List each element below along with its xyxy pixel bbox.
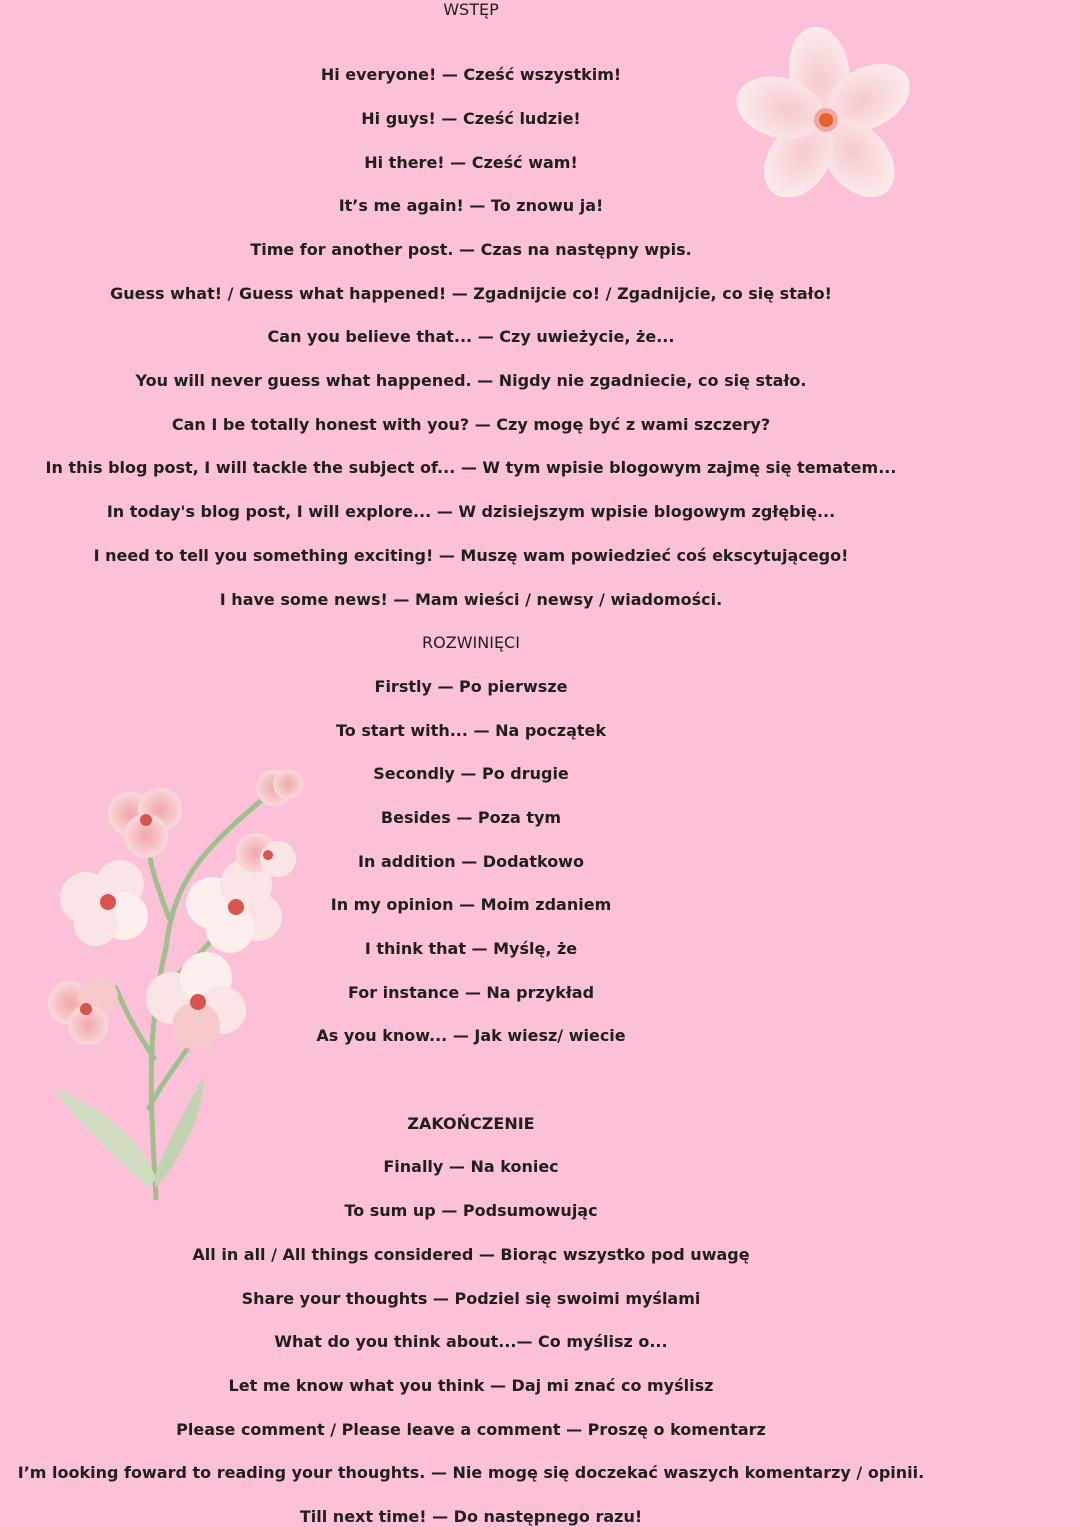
phrase-line: In today's blog post, I will explore... — W dzisiejszym wpisie blogowym zgłębię... [106,502,836,521]
phrase-line: Can you believe that... — Czy uwieżycie, że... [267,327,675,346]
phrase-line: In this blog post, I will tackle the subject of... — W tym wpisie blogowym zajmę się tematem... [45,458,897,477]
phrase-line: You will never guess what happened. — Nigdy nie zgadniecie, co się stało. [135,371,807,390]
phrase-line: Finally — Na koniec [383,1157,559,1176]
phrase-line: Firstly — Po pierwsze [374,677,568,696]
phrase-line: I have some news! — Mam wieści / newsy / wiadomości. [219,590,723,609]
phrase-line: All in all / All things considered — Biorąc wszystko pod uwagę [192,1245,750,1264]
phrase-line: Can I be totally honest with you? — Czy mogę być z wami szczery? [171,415,771,434]
phrase-line: Hi guys! — Cześć ludzie! [361,109,581,128]
phrase-line: Please comment / Please leave a comment — Proszę o komentarz [176,1420,766,1439]
phrase-line: Till next time! — Do następnego razu! [299,1507,643,1526]
phrase-line: Hi everyone! — Cześć wszystkim! [320,65,622,84]
flower-illustration [718,22,918,197]
phrase-line: To sum up — Podsumowując [344,1201,598,1220]
section-heading-ending: ZAKOŃCZENIE [407,1114,535,1133]
phrase-line: Besides — Poza tym [380,808,562,827]
phrase-line: Time for another post. — Czas na następny wpis. [250,240,692,259]
section-heading-body: ROZWINIĘCI [422,633,520,652]
section-heading-intro: WSTĘP [443,0,499,19]
phrase-line: Secondly — Po drugie [373,764,569,783]
phrase-line: In my opinion — Moim zdaniem [330,895,612,914]
phrase-line: Share your thoughts — Podziel się swoimi myślami [241,1289,701,1308]
phrase-line: Let me know what you think — Daj mi znać co myślisz [228,1376,714,1395]
phrase-line: I’m looking foward to reading your thoughts. — Nie mogę się doczekać waszych komentarzy / opinii. [17,1463,925,1482]
phrase-line: As you know... — Jak wiesz/ wiecie [316,1026,626,1045]
cherry-blossom-branch-illustration [44,758,324,1213]
phrase-line: What do you think about...— Co myślisz o... [274,1332,668,1351]
phrase-line: I think that — Myślę, że [364,939,578,958]
phrase-line: Hi there! — Cześć wam! [364,153,578,172]
phrase-line: To start with... — Na początek [335,721,607,740]
phrase-line: It’s me again! — To znowu ja! [338,196,604,215]
phrase-line: In addition — Dodatkowo [358,852,584,871]
phrase-line: For instance — Na przykład [347,983,595,1002]
phrase-line: Guess what! / Guess what happened! — Zgadnijcie co! / Zgadnijcie, co się stało! [110,284,832,303]
phrase-line: I need to tell you something exciting! — Muszę wam powiedzieć coś ekscytującego! [93,546,849,565]
